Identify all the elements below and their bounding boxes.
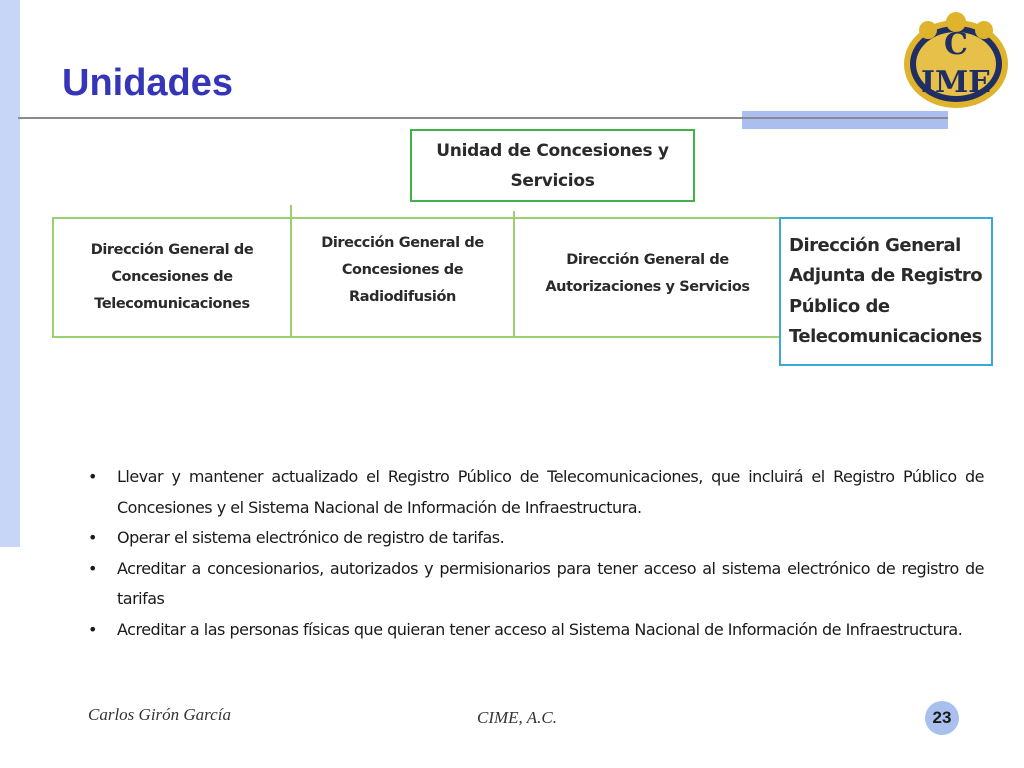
direction-authorizations: Dirección General de Autorizaciones y Servicios bbox=[513, 211, 780, 336]
slide-title: Unidades bbox=[62, 62, 234, 104]
list-item: • Operar el sistema electrónico de registro de tarifas. bbox=[88, 523, 984, 554]
svg-text:IME: IME bbox=[920, 65, 992, 100]
title-rule-accent bbox=[742, 111, 948, 129]
list-item: • Acreditar a concesionarios, autorizados y permisionarios para tener acceso al sistema electrónico de registro de tarifas bbox=[88, 554, 984, 615]
direction-radio: Dirección General de Concesiones de Radiodifusión bbox=[290, 205, 513, 336]
page-number-badge: 23 bbox=[925, 701, 959, 735]
direction-telecom: Dirección General de Concesiones de Telecomunicaciones bbox=[90, 242, 254, 312]
title-rule bbox=[18, 117, 948, 119]
org-top-unit: Unidad de Concesiones y Servicios bbox=[410, 129, 695, 202]
list-item: • Llevar y mantener actualizado el Registro Público de Telecomunicaciones, que incluirá el Registro Público de Concesiones y el Sistema Nacional de Información de Infraestructura. bbox=[88, 462, 984, 523]
footer-author: Carlos Girón García bbox=[88, 705, 231, 724]
left-accent-bar bbox=[0, 0, 20, 547]
cime-logo-icon bbox=[900, 10, 1012, 110]
list-item: • Acreditar a las personas físicas que quieran tener acceso al Sistema Nacional de Información de Infraestructura. bbox=[88, 615, 984, 646]
footer-organization: CIME, A.C. bbox=[477, 708, 557, 727]
org-directions-row bbox=[52, 217, 782, 338]
responsibilities-list bbox=[88, 462, 984, 645]
org-highlight-registry: Dirección General Adjunta de Registro Público de Telecomunicaciones bbox=[779, 217, 993, 366]
svg-text:C: C bbox=[944, 27, 968, 62]
